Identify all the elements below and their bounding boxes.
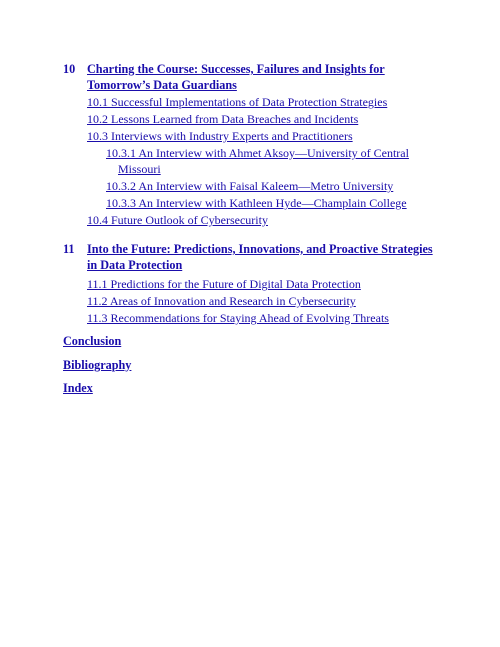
chapter-title-line: Tomorrow’s Data Guardians [87,78,237,92]
toc-subsection-line: Missouri [118,162,161,176]
toc-conclusion-link[interactable]: Conclusion [63,334,122,348]
toc-subsection-10-3-1[interactable] [106,145,436,177]
toc-subsection-10-3-3[interactable]: 10.3.3 An Interview with Kathleen Hyde—Champlain College [106,196,407,210]
toc-subsection-10-3-2[interactable]: 10.3.2 An Interview with Faisal Kaleem—Metro University [106,179,394,193]
toc-section-10-4[interactable]: 10.4 Future Outlook of Cybersecurity [87,213,268,227]
toc-section-11-2[interactable]: 11.2 Areas of Innovation and Research in Cybersecurity [87,294,356,308]
toc-section-10-2[interactable]: 10.2 Lessons Learned from Data Breaches and Incidents [87,112,359,126]
chapter-10-link[interactable] [63,61,423,93]
toc-index-link[interactable]: Index [63,381,93,395]
chapter-title-line: Into the Future: Predictions, Innovations, and Proactive Strategies [87,242,433,256]
toc-section-10-3[interactable]: 10.3 Interviews with Industry Experts and Practitioners [87,129,353,143]
toc-section-11-1[interactable]: 11.1 Predictions for the Future of Digital Data Protection [87,277,361,291]
chapter-number: 10 [63,62,76,76]
chapter-number: 11 [63,242,75,256]
toc-bibliography-link[interactable]: Bibliography [63,358,132,372]
toc-section-10-1[interactable]: 10.1 Successful Implementations of Data Protection Strategies [87,95,388,109]
chapter-11-link[interactable] [63,241,443,273]
toc-subsection-line: 10.3.1 An Interview with Ahmet Aksoy—University of Central [106,146,409,160]
chapter-title-line: in Data Protection [87,258,183,272]
chapter-title-line: Charting the Course: Successes, Failures and Insights for [87,62,385,76]
toc-section-11-3[interactable]: 11.3 Recommendations for Staying Ahead of Evolving Threats [87,311,389,325]
